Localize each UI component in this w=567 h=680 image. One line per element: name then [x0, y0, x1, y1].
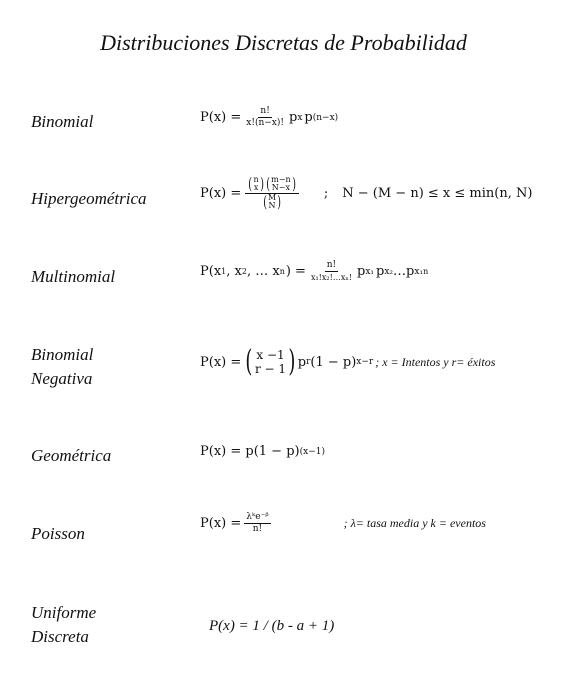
poisson-denominator: n!	[252, 524, 263, 534]
hiper-numerator	[245, 176, 299, 194]
hiper-b3-top: M	[267, 193, 277, 202]
negbin-exp2: x−r	[356, 357, 374, 367]
negbin-b-bot: r − 1	[254, 362, 287, 376]
hiper-b2-top: m−n	[271, 175, 291, 184]
multi-lhs-p: P(x	[200, 264, 222, 279]
negbin-note: ; x = Intentos y r= éxitos	[375, 354, 496, 369]
negbin-exp-r: r	[306, 357, 311, 367]
multinomial-formula	[200, 260, 428, 283]
negbin-label-line2: Negativa	[31, 369, 93, 388]
geom-exp: (x−1)	[299, 446, 325, 457]
binomial-denominator: x!(n−x)!	[246, 118, 284, 128]
binomial-negativa-label	[31, 343, 181, 391]
multi-e2: x₂	[384, 266, 394, 277]
poisson-fraction	[244, 512, 270, 535]
negbin-label-line1: Binomial	[31, 345, 94, 364]
hiper-fraction	[245, 176, 299, 210]
uniform-label-line1: Uniforme	[31, 603, 97, 622]
hiper-b3-bot: N	[268, 201, 276, 210]
multi-mid2: , … x	[246, 264, 280, 279]
binomial-fraction	[244, 106, 286, 129]
hiper-binom-m-n: ( M N )	[262, 192, 282, 211]
hiper-lhs: P(x) =	[200, 185, 242, 201]
multi-denominator: x₁!x₂!…xₙ!	[310, 273, 353, 282]
poisson-note: ; λ= tasa media y k = eventos	[343, 516, 486, 530]
binomial-exp1: x	[297, 112, 303, 123]
hiper-b1-top: n	[253, 175, 259, 184]
multi-e3: x₁	[414, 266, 424, 277]
binomial-p1: p	[289, 110, 298, 125]
uniform-label-line2: Discreta	[31, 627, 89, 646]
hiper-binom-mn-nx: ( m−n N−x )	[266, 174, 296, 193]
negbin-mid: (1 − p)	[310, 354, 357, 370]
negbin-lhs: P(x) =	[200, 354, 242, 370]
multi-tail: n	[423, 267, 429, 276]
uniforme-discreta-formula: P(x) = 1 / (b - a + 1)	[209, 618, 335, 634]
multinomial-label: Multinomial	[31, 267, 116, 286]
geom-formula-text: P(x) = p(1 − p)	[200, 444, 300, 459]
page-title: Distribuciones Discretas de Probabilidad	[100, 30, 467, 55]
multi-p2: p	[376, 264, 385, 279]
binomial-p2: p	[304, 110, 313, 125]
hiper-b2-bot: N−x	[271, 183, 290, 192]
multi-mid1: , x	[226, 264, 242, 279]
binomial-exp2: (n−x)	[312, 112, 339, 123]
hiper-condition: N − (M − n) ≤ x ≤ min(n, N)	[342, 185, 533, 201]
multi-sub2: 2	[241, 267, 247, 276]
negbin-b-top: x −1	[256, 348, 285, 362]
geometrica-label: Geométrica	[31, 446, 112, 465]
multi-e1: x₁	[365, 266, 375, 277]
poisson-lhs: P(x) =	[200, 516, 242, 531]
poisson-label: Poisson	[31, 524, 85, 543]
negbin-binom: ( x −1 r − 1 )	[245, 344, 296, 379]
hiper-separator: ;	[323, 185, 329, 201]
geometrica-formula	[200, 444, 325, 459]
hiper-denominator	[260, 194, 285, 210]
multi-dots: …p	[393, 264, 415, 279]
poisson-formula	[200, 512, 486, 535]
binomial-negativa-formula	[200, 344, 496, 379]
multi-p1: p	[357, 264, 366, 279]
multi-lhs-end: ) =	[285, 264, 306, 279]
uniforme-discreta-label	[31, 601, 181, 649]
multi-sub3: n	[279, 267, 285, 276]
binomial-lhs: P(x) =	[200, 110, 242, 125]
multi-fraction	[309, 260, 354, 283]
binomial-formula	[200, 106, 338, 129]
multi-sub1: 1	[221, 267, 227, 276]
hipergeometrica-label: Hipergeométrica	[31, 189, 147, 208]
multi-numerator: n!	[326, 260, 337, 270]
binomial-label: Binomial	[31, 112, 94, 131]
negbin-p: p	[297, 354, 307, 370]
hiper-binom-n-x: ( n x )	[248, 174, 264, 193]
hiper-b1-bot: x	[253, 183, 259, 192]
hipergeometrica-formula	[200, 176, 532, 210]
binomial-numerator: n!	[260, 106, 270, 116]
poisson-numerator: λᵏe⁻ᵝ	[246, 512, 269, 522]
